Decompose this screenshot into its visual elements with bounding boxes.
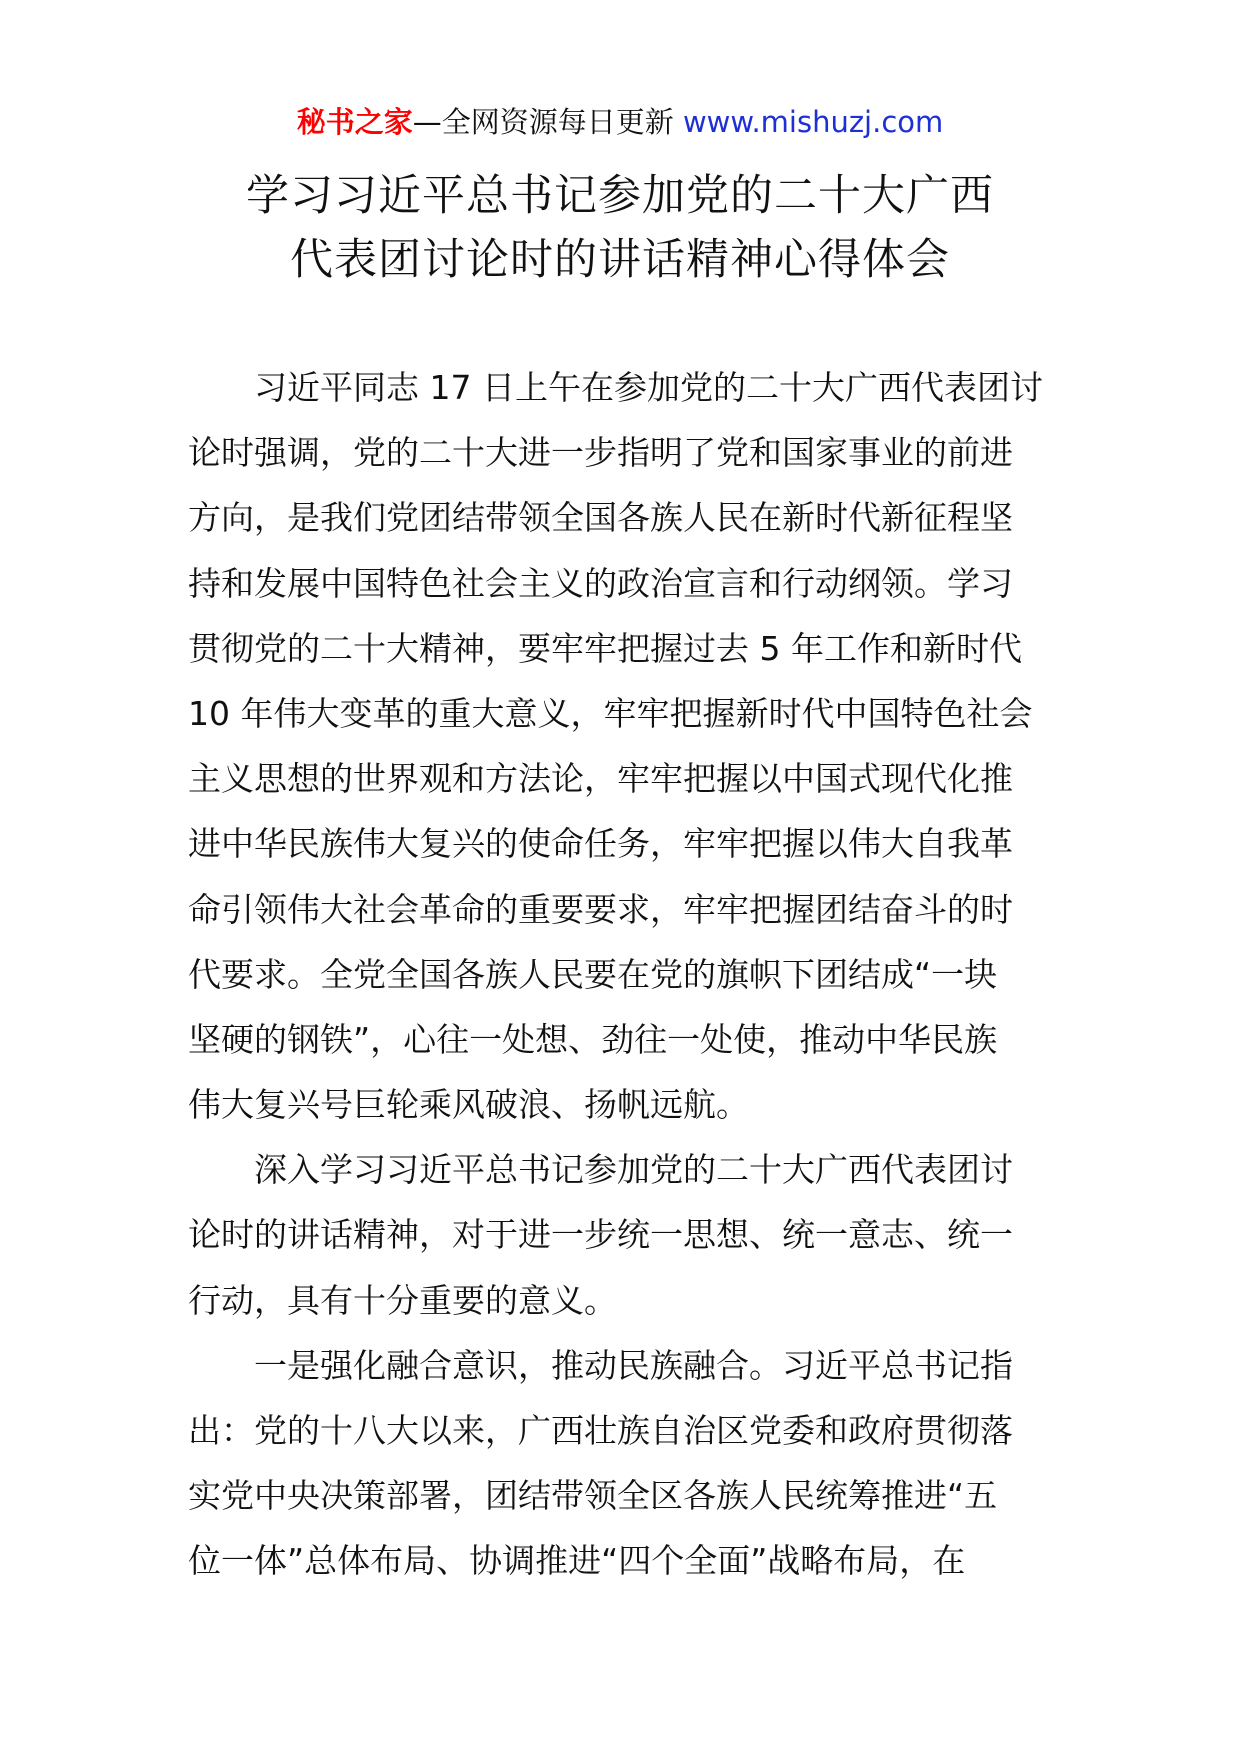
paragraph-line: 习近平同志 17 日上午在参加党的二十大广西代表团讨 xyxy=(254,368,1043,407)
paragraph-line: 伟大复兴号巨轮乘风破浪、扬帆远航。 xyxy=(188,1085,749,1125)
document-title xyxy=(0,164,1240,292)
paragraph-line: 主义思想的世界观和方法论，牢牢把握以中国式现代化推 xyxy=(188,759,1013,799)
paragraph-line: 进中华民族伟大复兴的使命任务，牢牢把握以伟大自我革 xyxy=(188,824,1013,864)
paragraph-line: 行动，具有十分重要的意义。 xyxy=(188,1280,617,1320)
site-header xyxy=(0,102,1240,142)
paragraph-line: 深入学习习近平总书记参加党的二十大广西代表团讨 xyxy=(254,1150,1013,1190)
paragraph-line: 10 年伟大变革的重大意义，牢牢把握新时代中国特色社会 xyxy=(188,693,1033,733)
paragraph-line: 出：党的十八大以来，广西壮族自治区党委和政府贯彻落 xyxy=(188,1411,1013,1450)
title-line: 代表团讨论时的讲话精神心得体会 xyxy=(290,235,950,285)
paragraph-line: 贯彻党的二十大精神，要牢牢把握过去 5 年工作和新时代 xyxy=(188,628,1022,668)
paragraph-line: 一是强化融合意识，推动民族融合。习近平总书记指 xyxy=(254,1345,1013,1385)
paragraph-line: 方向，是我们党团结带领全国各族人民在新时代新征程坚 xyxy=(188,498,1013,538)
document-body xyxy=(188,355,1060,1594)
paragraph-line: 论时的讲话精神，对于进一步统一思想、统一意志、统一 xyxy=(188,1215,1013,1255)
header-tagline: —全网资源每日更新 xyxy=(412,105,674,139)
brand-name: 秘书之家 xyxy=(296,105,413,139)
paragraph-line: 位一体”总体布局、协调推进“四个全面”战略布局，在 xyxy=(188,1541,966,1581)
paragraph-line: 坚硬的钢铁”，心往一处想、劲往一处使，推动中华民族 xyxy=(188,1019,998,1059)
site-url-link[interactable]: www.mishuzj.com xyxy=(682,105,944,139)
paragraph-line: 代要求。全党全国各族人民要在党的旗帜下团结成“一块 xyxy=(188,954,998,994)
paragraph-line: 实党中央决策部署，团结带领全区各族人民统筹推进“五 xyxy=(188,1476,998,1516)
paragraph-line: 论时强调，党的二十大进一步指明了党和国家事业的前进 xyxy=(188,433,1013,473)
paragraph-line: 持和发展中国特色社会主义的政治宣言和行动纲领。学习 xyxy=(188,563,1013,603)
title-line: 学习习近平总书记参加党的二十大广西 xyxy=(246,171,994,221)
paragraph-line: 命引领伟大社会革命的重要要求，牢牢把握团结奋斗的时 xyxy=(188,889,1013,929)
